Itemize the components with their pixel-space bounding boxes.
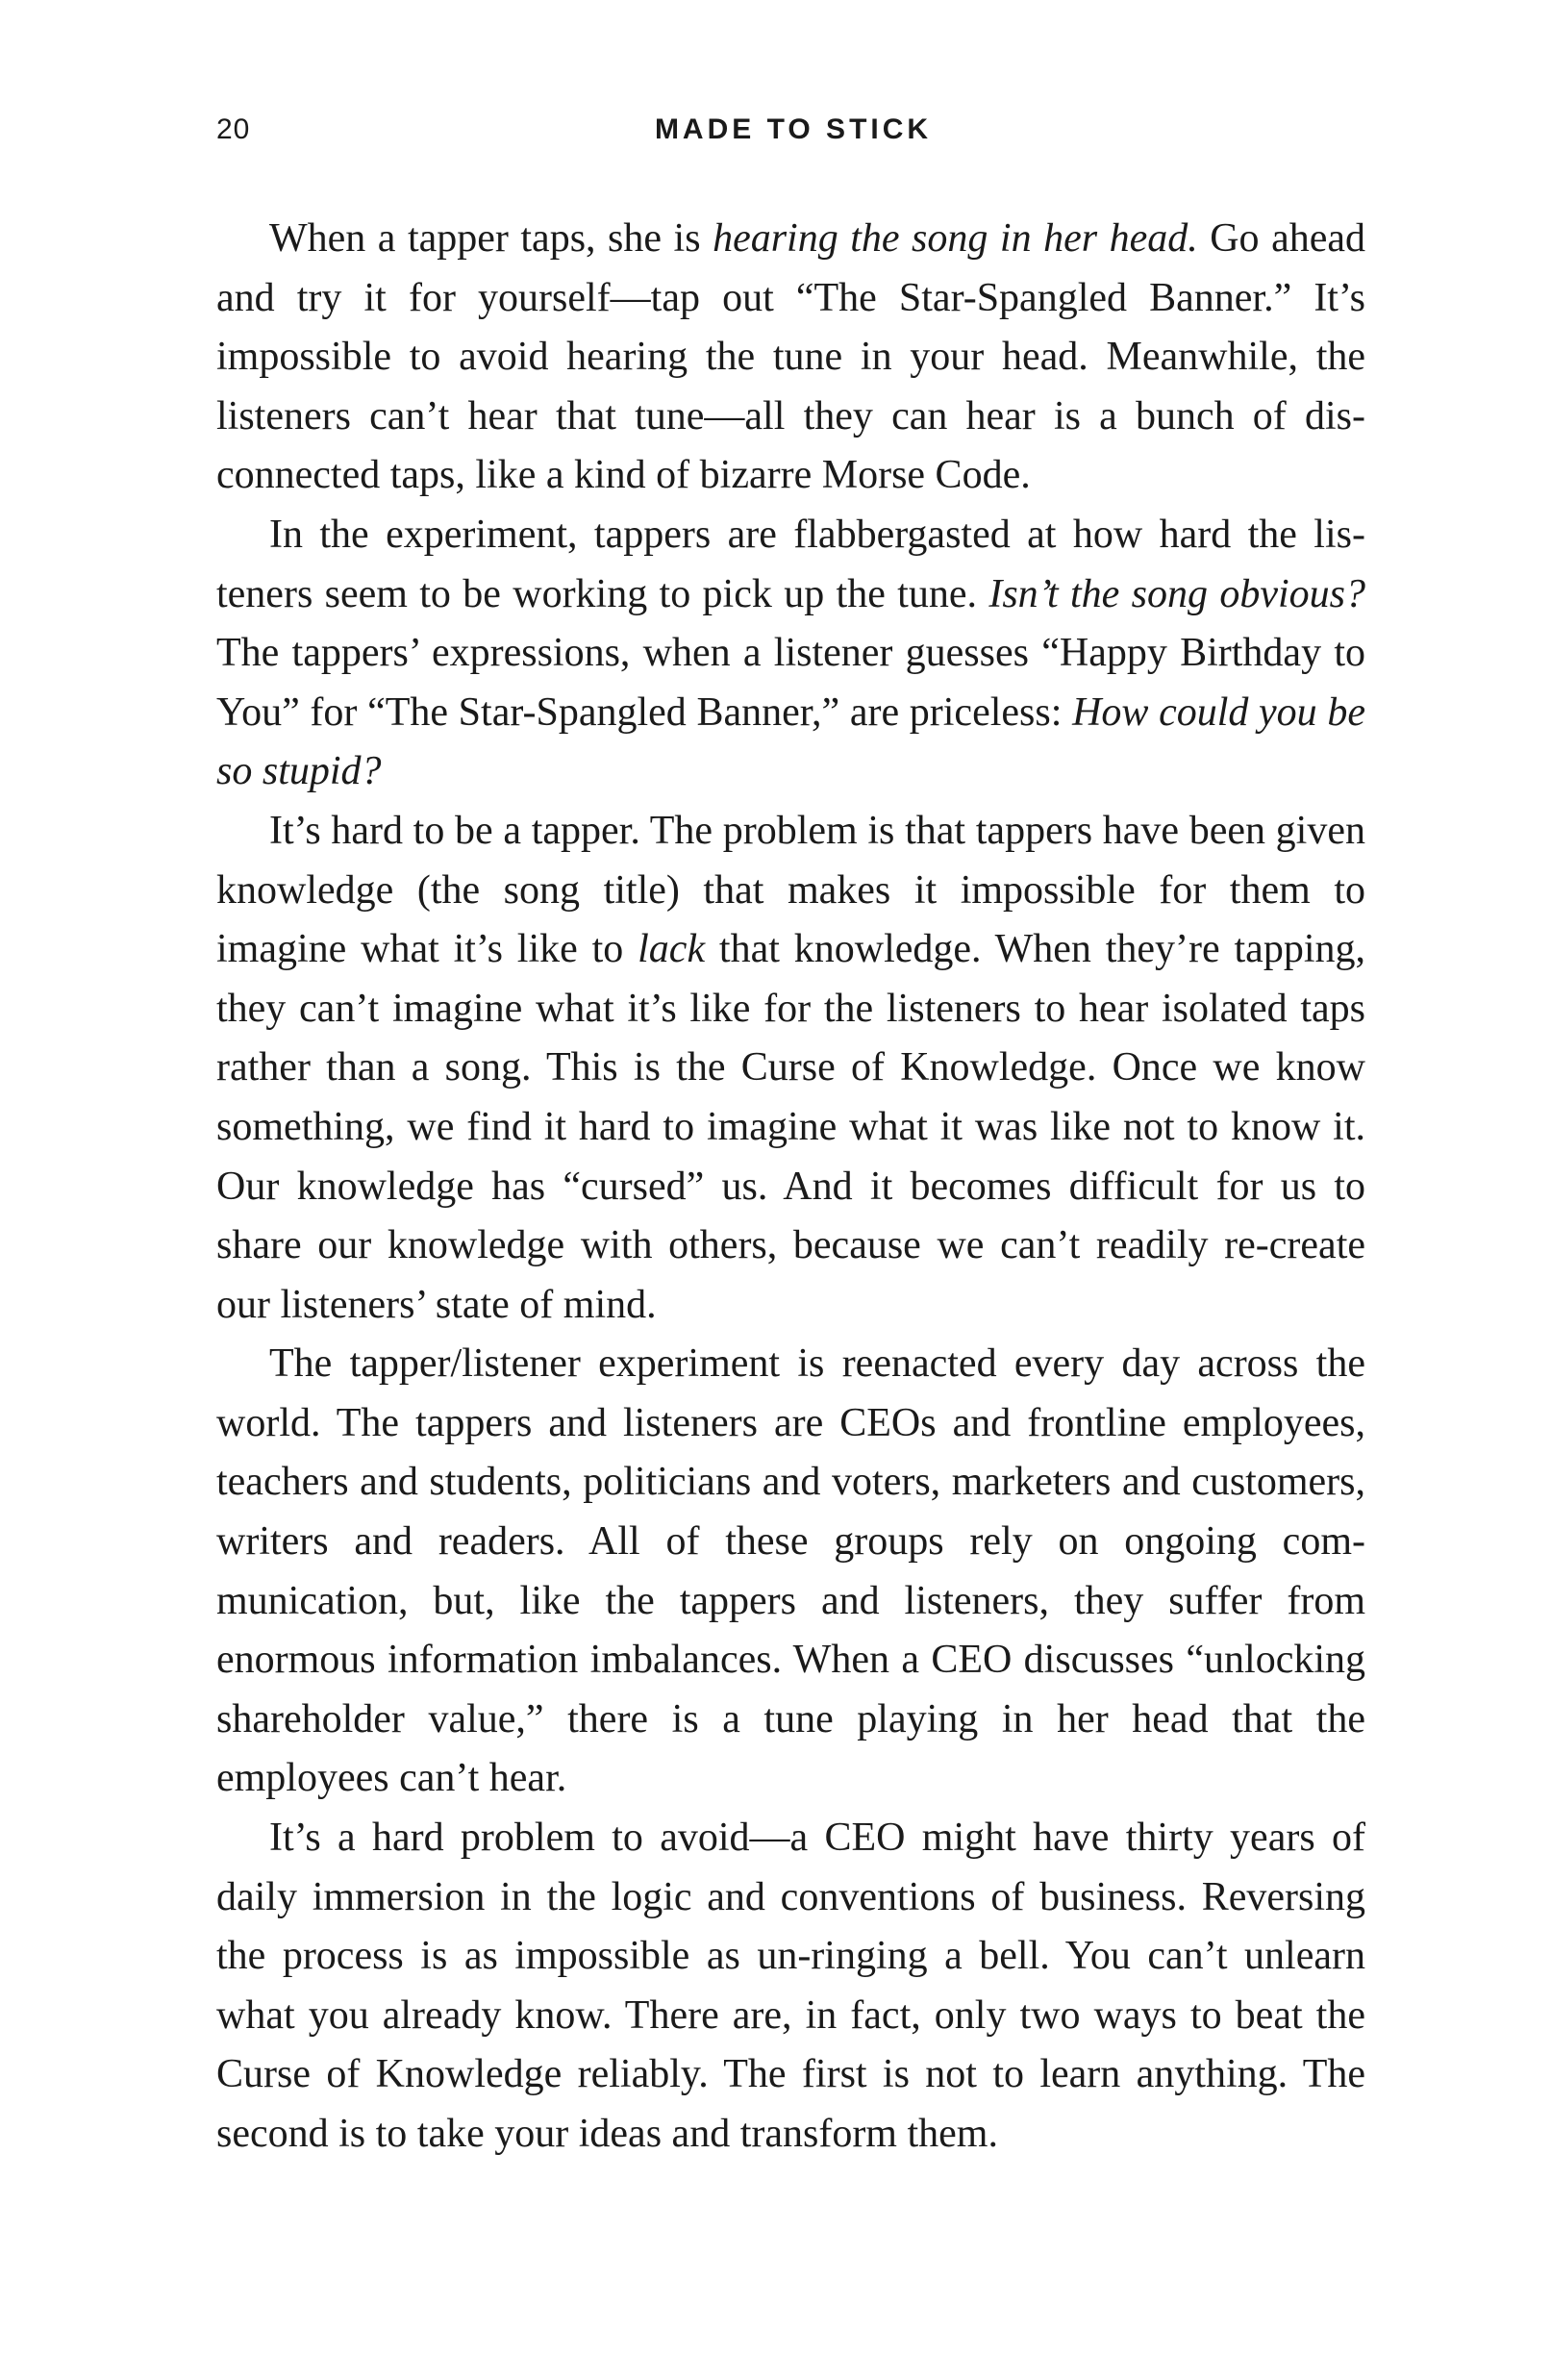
paragraph [216,802,1365,1335]
running-head [216,113,1370,162]
italic-text-run: How could you be so stupid? [216,689,1365,794]
text-run: It’s hard to be a tapper. The problem is that tappers have been given knowledge (the song title) that makes it impossible for them to imagine what it’s like to [216,808,1365,972]
text-run: When a tapper taps, she is [269,216,713,261]
paragraph [216,1809,1365,2165]
text-run: It’s a hard problem to avoid—a CEO might have thirty years of daily immersion in the logic and conventions of business. Reversing the process is as impossible as un-ringing a bell. You can’t unlearn what you already know. There are, in fact, only two ways to beat the Curse of Knowledge reliably. The first is not to learn anything. The second is to take your ideas and transform them. [216,1816,1365,2156]
italic-text-run: hearing the song in her head. [713,216,1198,261]
text-run: Go ahead and try it for yourself—tap out “The Star-Spangled Banner.” It’s impossible to avoid hearing the tune in your head. Meanwhile, the listeners can’t hear that tune—all they can hear is a bunch of disconnected taps, like a kind of bizarre Morse Code. [216,216,1365,498]
text-run: that knowledge. When they’re tapping, they can’t imagine what it’s like for the listeners to hear isolated taps rather than a song. This is the Curse of Knowledge. Once we know something, we find it hard to imagine what it was like not to know it. Our knowledge has “cursed” us. And it becomes difficult for us to share our knowledge with others, because we can’t readily re-create our listeners’ state of mind. [216,927,1365,1327]
body-text [216,210,1365,2165]
page-number: 20 [216,113,251,145]
paragraph [216,506,1365,802]
italic-text-run: Isn’t the song obvious? [988,571,1365,616]
paragraph [216,210,1365,506]
text-run: In the experiment, tappers are flabbergasted at how hard the listeners seem to be working to pick up the tune. [216,512,1365,616]
italic-text-run: lack [638,927,706,972]
book-title: MADE TO STICK [654,113,933,145]
text-run: The tapper/listener experiment is reenacted every day across the world. The tappers and listeners are CEOs and frontline employees, teachers and students, politicians and voters, marketers and customers, writers and readers. All of these groups rely on ongoing communication, but, like the tappers and listeners, they suffer from enormous information imbalances. When a CEO discusses “unlocking shareholder value,” there is a tune playing in her head that the employees can’t hear. [216,1341,1365,1801]
paragraph [216,1335,1365,1809]
text-run: The tappers’ expressions, when a listener guesses “Happy Birthday to You” for “The Star-Spangled Banner,” are priceless: [216,631,1365,735]
